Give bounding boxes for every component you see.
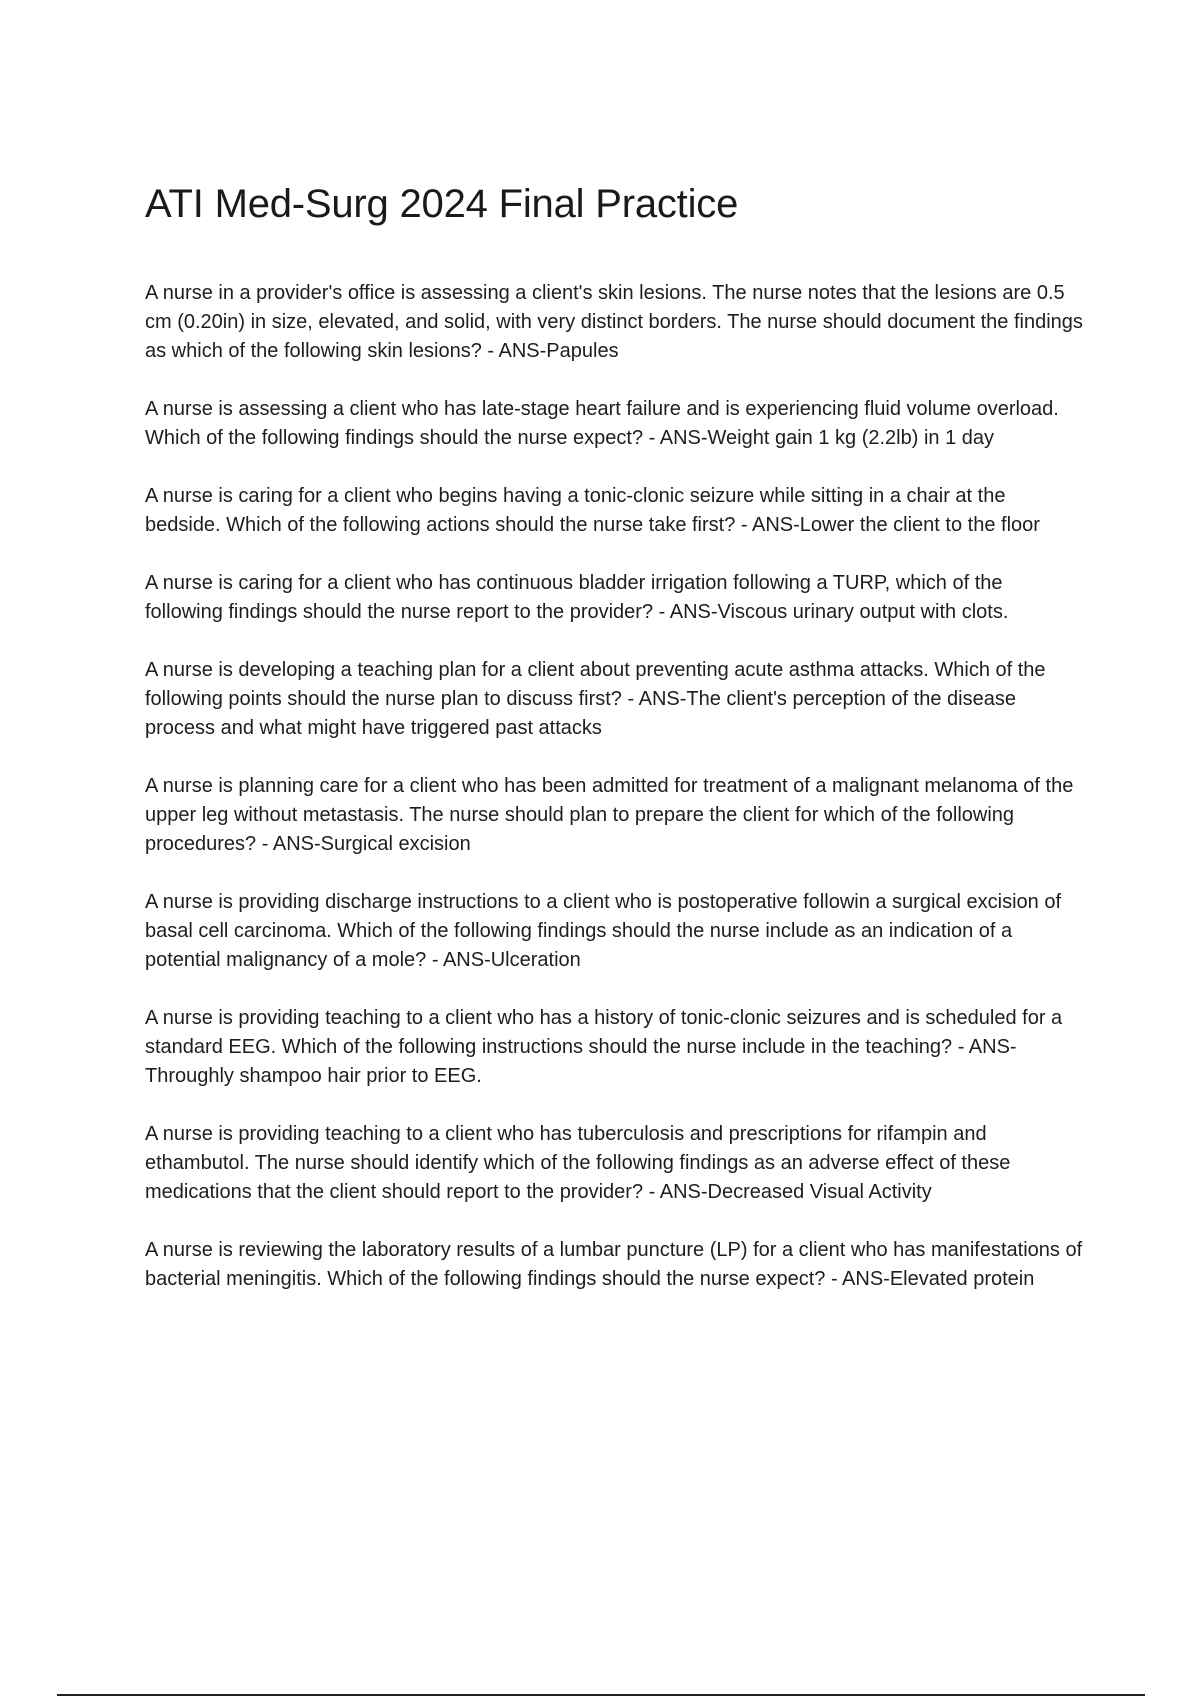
question-item: A nurse is providing teaching to a client who has tuberculosis and prescriptions for rifampin and ethambutol. The nurse should identify which of the following findings as an adverse effect of these medications that the client should report to the provider? - ANS-Decreased Visual Activity	[145, 1123, 1011, 1203]
question-item: A nurse is caring for a client who begins having a tonic-clonic seizure while sitting in a chair at the bedside. Which of the following actions should the nurse take first? - ANS-Lower the client to the floor	[145, 485, 1040, 536]
question-item: A nurse is caring for a client who has continuous bladder irrigation following a TURP, which of the following findings should the nurse report to the provider? - ANS-Viscous urinary output with clots.	[145, 572, 1009, 623]
document-title: ATI Med-Surg 2024 Final Practice	[145, 182, 739, 226]
question-item: A nurse is reviewing the laboratory results of a lumbar puncture (LP) for a client who has manifestations of bacterial meningitis. Which of the following findings should the nurse expect? - ANS-Elevated protein	[145, 1239, 1083, 1290]
question-item: A nurse is providing discharge instructions to a client who is postoperative followin a surgical excision of basal cell carcinoma. Which of the following findings should the nurse include as an indication of a potential malignancy of a mole? - ANS-Ulceration	[145, 891, 1062, 971]
question-list	[145, 279, 1085, 1323]
question-item: A nurse in a provider's office is assessing a client's skin lesions. The nurse notes that the lesions are 0.5 cm (0.20in) in size, elevated, and solid, with very distinct borders. The nurse should document the findings as which of the following skin lesions? - ANS-Papules	[145, 282, 1083, 362]
question-item: A nurse is providing teaching to a client who has a history of tonic-clonic seizures and is scheduled for a standard EEG. Which of the following instructions should the nurse include in the teaching? - ANS-Throughly shampoo hair prior to EEG.	[145, 1007, 1063, 1087]
question-item: A nurse is developing a teaching plan for a client about preventing acute asthma attacks. Which of the following points should the nurse plan to discuss first? - ANS-The client's perception of the disease process and what might have triggered past attacks	[145, 659, 1046, 739]
page-divider	[57, 1694, 1145, 1696]
question-item: A nurse is planning care for a client who has been admitted for treatment of a malignant melanoma of the upper leg without metastasis. The nurse should plan to prepare the client for which of the following procedures? - ANS-Surgical excision	[145, 775, 1074, 855]
question-item: A nurse is assessing a client who has late-stage heart failure and is experiencing fluid volume overload. Which of the following findings should the nurse expect? - ANS-Weight gain 1 kg (2.2lb) in 1 day	[145, 398, 1059, 449]
